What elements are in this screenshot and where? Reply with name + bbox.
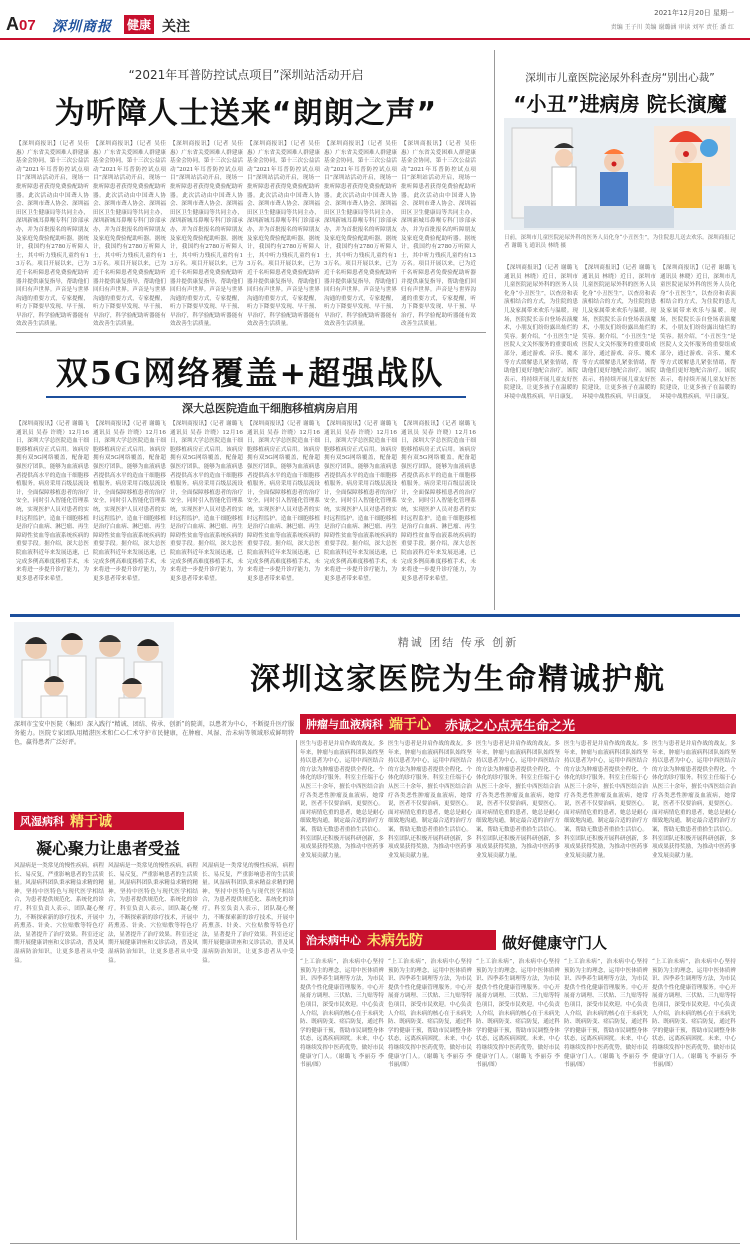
story1-kicker: “2021年耳普防控试点项目”深圳站活动开启 xyxy=(128,68,364,82)
story2-col: 【深圳商报讯】（记者 谢璐飞 通讯员 林晓）近日，深圳市儿童医院泌尿外科的医务人员化身“小丑医生”，以查房和表演相结合的方式，为住院的患儿及家属带来欢乐与温暖。现场，医院院长亲自登场表演魔术，小朋友们纷纷露出灿烂的笑容。据介绍，“小丑医生”是医院人文关怀服务的重要组成部分，通过游戏、音乐、魔术等方式缓解患儿紧张情绪，帮助他们更好地配合治疗。该院表示，将持续开展儿童友好医院建设，让更多孩子在温暖的环境中战胜疾病，早日康复。 xyxy=(582,265,656,400)
section-band-oncology xyxy=(300,714,736,734)
section-headline: 赤诚之心点亮生命之光 xyxy=(445,718,576,734)
feature-slogan: 精诚 团结 传承 创新 xyxy=(397,636,519,649)
doctors-illustration xyxy=(14,622,174,718)
page-number: A07 xyxy=(6,14,36,34)
oncology-col: 医生与患者是并肩作战的战友。多年来，肿瘤与血液病科团队始终坚持以患者为中心，运用中西医结合的方法为肿瘤患者提供全程化、个体化的诊疗服务。科室主任端于心从医三十余年，擅长中西医结合治疗各类恶性肿瘤及血液病，她常说，医者不仅要治病，更要医心。面对病情危重的患者，她总是耐心细致地沟通，制定最合适的治疗方案，帮助无数患者重拾生活信心。科室团队还积极开展科研创新，多项成果获得奖励，为推动中医药事业发展贡献力量。 xyxy=(300,741,384,859)
story3-col: 【深圳商报讯】（记者 谢璐飞 通讯员 吴春 许晓）12月16日，深圳大学总医院造血干细胞移植病房正式启用。该病房拥有双5G网络覆盖，配备超强医疗团队，能够为血液病患者提供高水平的造血干细胞移植服务。病房采用百级层流设计，全面保障移植患者的治疗安全，同时引入智能化管理系统，实现医护人员对患者的实时远程监护。造血干细胞移植是治疗白血病、淋巴瘤、再生障碍性贫血等血液系统疾病的重要手段。据介绍，深大总医院血液科近年来发展迅速，已完成多例高难度移植手术，未来将进一步提升诊疗能力，为更多患者带来希望。 xyxy=(401,421,476,582)
editors-line: 责编 王子川 美编 谢璐涵 审读 刘军 责任 潘 红 xyxy=(610,24,734,31)
story3-col: 【深圳商报讯】（记者 谢璐飞 通讯员 吴春 许晓）12月16日，深圳大学总医院造血干细胞移植病房正式启用。该病房拥有双5G网络覆盖，配备超强医疗团队，能够为血液病患者提供高水平的造血干细胞移植服务。病房采用百级层流设计，全面保障移植患者的治疗安全，同时引入智能化管理系统，实现医护人员对患者的实时远程监护。造血干细胞移植是治疗白血病、淋巴瘤、再生障碍性贫血等血液系统疾病的重要手段。据介绍，深大总医院血液科近年来发展迅速，已完成多例高难度移植手术，未来将进一步提升诊疗能力，为更多患者带来希望。 xyxy=(16,421,89,582)
subtitle-rule xyxy=(46,396,466,398)
feature-intro: 深圳市宝安中医院（集团）深入践行“精诚、团结、传承、创新”的院训，以患者为中心，不断提升医疗服务能力。医院专家团队用精湛医术和仁心仁术守护市民健康，在肿瘤、风湿、治未病等领域形成鲜明特色，赢得患者广泛好评。 xyxy=(14,721,294,746)
rheumatology-col: 风湿病是一类常见的慢性疾病，病程长、易反复，严重影响患者的生活质量。风湿病科团队秉承精益求精的精神，坚持中医特色与现代医学相结合，为患者提供规范化、系统化的诊疗。科室负责人表示，团队凝心聚力，不断探索新的诊疗技术，开展中药熏蒸、针灸、穴位贴敷等特色疗法，显著提升了治疗效果。科室还定期开展健康讲座和义诊活动，普及风湿病防治知识，让更多患者从中受益。 xyxy=(108,863,198,964)
masthead xyxy=(0,0,750,40)
oncology-col: 医生与患者是并肩作战的战友。多年来，肿瘤与血液病科团队始终坚持以患者为中心，运用中西医结合的方法为肿瘤患者提供全程化、个体化的诊疗服务。科室主任端于心从医三十余年，擅长中西医结合治疗各类恶性肿瘤及血液病，她常说，医者不仅要治病，更要医心。面对病情危重的患者，她总是耐心细致地沟通，制定最合适的治疗方案，帮助无数患者重拾生活信心。科室团队还积极开展科研创新，多项成果获得奖励，为推动中医药事业发展贡献力量。 xyxy=(564,741,648,859)
preventive-col: “上工治未病”，治未病中心坚持预防为主的理念，运用中医体质辨识、四季养生调理等方法，为市民提供个性化健康管理服务。中心开展膏方调理、三伏贴、三九贴等特色项目，深受市民欢迎。中心负责人介绍，治未病的核心在于未病先防、既病防变、瘥后防复，通过科学的健康干预，帮助市民调整身体状态，远离疾病困扰。未来，中心将继续发挥中医药优势，做好市民健康守门人。（谢璐飞 李丽芬 李书丽/图） xyxy=(564,959,648,1069)
rheumatology-col: 风湿病是一类常见的慢性疾病，病程长、易反复，严重影响患者的生活质量。风湿病科团队秉承精益求精的精神，坚持中医特色与现代医学相结合，为患者提供规范化、系统化的诊疗。科室负责人表示，团队凝心聚力，不断探索新的诊疗技术，开展中药熏蒸、针灸、穴位贴敷等特色疗法，显著提升了治疗效果。科室还定期开展健康讲座和义诊活动，普及风湿病防治知识，让更多患者从中受益。 xyxy=(202,863,294,964)
dept-name: 未病先防 xyxy=(367,933,423,949)
story3-col: 【深圳商报讯】（记者 谢璐飞 通讯员 吴春 许晓）12月16日，深圳大学总医院造血干细胞移植病房正式启用。该病房拥有双5G网络覆盖，配备超强医疗团队，能够为血液病患者提供高水平的造血干细胞移植服务。病房采用百级层流设计，全面保障移植患者的治疗安全，同时引入智能化管理系统，实现医护人员对患者的实时远程监护。造血干细胞移植是治疗白血病、淋巴瘤、再生障碍性贫血等血液系统疾病的重要手段。据介绍，深大总医院血液科近年来发展迅速，已完成多例高难度移植手术，未来将进一步提升诊疗能力，为更多患者带来希望。 xyxy=(247,421,320,582)
dept-name: 端于心 xyxy=(389,717,431,733)
section-headline: 做好健康守门人 xyxy=(502,934,608,952)
dept-label: 风湿病科 xyxy=(20,815,64,828)
section-title: 关注 xyxy=(162,19,190,35)
photo-caption: 日前，深圳市儿童医院泌尿外科的医务人员化身“小丑医生”，为住院患儿送去欢乐。深圳商报记者 谢璐飞 通讯员 林晓 摄 xyxy=(504,235,736,249)
dept-name: 精于诚 xyxy=(70,814,112,830)
feature-divider xyxy=(296,740,297,1240)
story1-title: 为听障人士送来“朗朗之声” xyxy=(54,96,438,131)
story1-col: 【深圳商报讯】（记者 吴佳 惠）广东省关爱困难人群建康基金会协同，第十三次公益活动“2021年耳普防控试点项目”深圳站活动开启，现场一批听障患者获得免费验配助听器。此次活动由中国聋人协会、深圳市聋人协会、深圳福田区卫生健康局等共同主办，深圳新城耳鼻喉专科门诊部承办，并为首批报名的听障朋友及家庭免费验配助听器。据统计，我国约有2780万听障人士，其中听力残疾儿童约有13万名。项目开展以来，已为近千名听障患者免费验配助听器并提供康复指导，帮助他们回归有声世界。声音是与世界沟通的重要方式，专家提醒，听力下降要早发现、早干预、早治疗，科学验配助听器能有效改善生活质量。 xyxy=(324,141,397,328)
oncology-col: 医生与患者是并肩作战的战友。多年来，肿瘤与血液病科团队始终坚持以患者为中心，运用中西医结合的方法为肿瘤患者提供全程化、个体化的诊疗服务。科室主任端于心从医三十余年，擅长中西医结合治疗各类恶性肿瘤及血液病，她常说，医者不仅要治病，更要医心。面对病情危重的患者，她总是耐心细致地沟通，制定最合适的治疗方案，帮助无数患者重拾生活信心。科室团队还积极开展科研创新，多项成果获得奖励，为推动中医药事业发展贡献力量。 xyxy=(476,741,560,859)
section-band-rheumatology xyxy=(14,812,184,830)
oncology-col: 医生与患者是并肩作战的战友。多年来，肿瘤与血液病科团队始终坚持以患者为中心，运用中西医结合的方法为肿瘤患者提供全程化、个体化的诊疗服务。科室主任端于心从医三十余年，擅长中西医结合治疗各类恶性肿瘤及血液病，她常说，医者不仅要治病，更要医心。面对病情危重的患者，她总是耐心细致地沟通，制定最合适的治疗方案，帮助无数患者重拾生活信心。科室团队还积极开展科研创新，多项成果获得奖励，为推动中医药事业发展贡献力量。 xyxy=(652,741,736,859)
story-divider xyxy=(16,332,486,333)
story2-kicker: 深圳市儿童医院泌尿外科查房“别出心裁” xyxy=(525,72,715,84)
page-bottom-rule xyxy=(10,1243,740,1244)
story1-col: 【深圳商报讯】（记者 吴佳 惠）广东省关爱困难人群建康基金会协同，第十三次公益活动“2021年耳普防控试点项目”深圳站活动开启，现场一批听障患者获得免费验配助听器。此次活动由中国聋人协会、深圳市聋人协会、深圳福田区卫生健康局等共同主办，深圳新城耳鼻喉专科门诊部承办，并为首批报名的听障朋友及家庭免费验配助听器。据统计，我国约有2780万听障人士，其中听力残疾儿童约有13万名。项目开展以来，已为近千名听障患者免费验配助听器并提供康复指导，帮助他们回归有声世界。声音是与世界沟通的重要方式，专家提醒，听力下降要早发现、早干预、早治疗，科学验配助听器能有效改善生活质量。 xyxy=(401,141,476,328)
preventive-col: “上工治未病”，治未病中心坚持预防为主的理念，运用中医体质辨识、四季养生调理等方法，为市民提供个性化健康管理服务。中心开展膏方调理、三伏贴、三九贴等特色项目，深受市民欢迎。中心负责人介绍，治未病的核心在于未病先防、既病防变、瘥后防复，通过科学的健康干预，帮助市民调整身体状态，远离疾病困扰。未来，中心将继续发挥中医药优势，做好市民健康守门人。（谢璐飞 李丽芬 李书丽/图） xyxy=(300,959,384,1069)
story1-col: 【深圳商报讯】（记者 吴佳 惠）广东省关爱困难人群建康基金会协同，第十三次公益活动“2021年耳普防控试点项目”深圳站活动开启，现场一批听障患者获得免费验配助听器。此次活动由中国聋人协会、深圳市聋人协会、深圳福田区卫生健康局等共同主办，深圳新城耳鼻喉专科门诊部承办，并为首批报名的听障朋友及家庭免费验配助听器。据统计，我国约有2780万听障人士，其中听力残疾儿童约有13万名。项目开展以来，已为近千名听障患者免费验配助听器并提供康复指导，帮助他们回归有声世界。声音是与世界沟通的重要方式，专家提醒，听力下降要早发现、早干预、早治疗，科学验配助听器能有效改善生活质量。 xyxy=(247,141,320,328)
story1-col: 【深圳商报讯】（记者 吴佳 惠）广东省关爱困难人群建康基金会协同，第十三次公益活动“2021年耳普防控试点项目”深圳站活动开启，现场一批听障患者获得免费验配助听器。此次活动由中国聋人协会、深圳市聋人协会、深圳福田区卫生健康局等共同主办，深圳新城耳鼻喉专科门诊部承办，并为首批报名的听障朋友及家庭免费验配助听器。据统计，我国约有2780万听障人士，其中听力残疾儿童约有13万名。项目开展以来，已为近千名听障患者免费验配助听器并提供康复指导，帮助他们回归有声世界。声音是与世界沟通的重要方式，专家提醒，听力下降要早发现、早干预、早治疗，科学验配助听器能有效改善生活质量。 xyxy=(170,141,243,328)
story3-col: 【深圳商报讯】（记者 谢璐飞 通讯员 吴春 许晓）12月16日，深圳大学总医院造血干细胞移植病房正式启用。该病房拥有双5G网络覆盖，配备超强医疗团队，能够为血液病患者提供高水平的造血干细胞移植服务。病房采用百级层流设计，全面保障移植患者的治疗安全，同时引入智能化管理系统，实现医护人员对患者的实时远程监护。造血干细胞移植是治疗白血病、淋巴瘤、再生障碍性贫血等血液系统疾病的重要手段。据介绍，深大总医院血液科近年来发展迅速，已完成多例高难度移植手术，未来将进一步提升诊疗能力，为更多患者带来希望。 xyxy=(93,421,166,582)
dept-label: 肿瘤与血液病科 xyxy=(306,718,383,731)
oncology-col: 医生与患者是并肩作战的战友。多年来，肿瘤与血液病科团队始终坚持以患者为中心，运用中西医结合的方法为肿瘤患者提供全程化、个体化的诊疗服务。科室主任端于心从医三十余年，擅长中西医结合治疗各类恶性肿瘤及血液病，她常说，医者不仅要治病，更要医心。面对病情危重的患者，她总是耐心细致地沟通，制定最合适的治疗方案，帮助无数患者重拾生活信心。科室团队还积极开展科研创新，多项成果获得奖励，为推动中医药事业发展贡献力量。 xyxy=(388,741,472,859)
preventive-col: “上工治未病”，治未病中心坚持预防为主的理念，运用中医体质辨识、四季养生调理等方法，为市民提供个性化健康管理服务。中心开展膏方调理、三伏贴、三九贴等特色项目，深受市民欢迎。中心负责人介绍，治未病的核心在于未病先防、既病防变、瘥后防复，通过科学的健康干预，帮助市民调整身体状态，远离疾病困扰。未来，中心将继续发挥中医药优势，做好市民健康守门人。（谢璐飞 李丽芬 李书丽/图） xyxy=(652,959,736,1069)
section-band-preventive xyxy=(300,930,496,950)
story1-col: 【深圳商报讯】（记者 吴佳 惠）广东省关爱困难人群建康基金会协同，第十三次公益活动“2021年耳普防控试点项目”深圳站活动开启，现场一批听障患者获得免费验配助听器。此次活动由中国聋人协会、深圳市聋人协会、深圳福田区卫生健康局等共同主办，深圳新城耳鼻喉专科门诊部承办，并为首批报名的听障朋友及家庭免费验配助听器。据统计，我国约有2780万听障人士，其中听力残疾儿童约有13万名。项目开展以来，已为近千名听障患者免费验配助听器并提供康复指导，帮助他们回归有声世界。声音是与世界沟通的重要方式，专家提醒，听力下降要早发现、早干预、早治疗，科学验配助听器能有效改善生活质量。 xyxy=(16,141,89,328)
story1-col: 【深圳商报讯】（记者 吴佳 惠）广东省关爱困难人群建康基金会协同，第十三次公益活动“2021年耳普防控试点项目”深圳站活动开启，现场一批听障患者获得免费验配助听器。此次活动由中国聋人协会、深圳市聋人协会、深圳福田区卫生健康局等共同主办，深圳新城耳鼻喉专科门诊部承办，并为首批报名的听障朋友及家庭免费验配助听器。据统计，我国约有2780万听障人士，其中听力残疾儿童约有13万名。项目开展以来，已为近千名听障患者免费验配助听器并提供康复指导，帮助他们回归有声世界。声音是与世界沟通的重要方式，专家提醒，听力下降要早发现、早干预、早治疗，科学验配助听器能有效改善生活质量。 xyxy=(93,141,166,328)
story2-col: 【深圳商报讯】（记者 谢璐飞 通讯员 林晓）近日，深圳市儿童医院泌尿外科的医务人员化身“小丑医生”，以查房和表演相结合的方式，为住院的患儿及家属带来欢乐与温暖。现场，医院院长亲自登场表演魔术，小朋友们纷纷露出灿烂的笑容。据介绍，“小丑医生”是医院人文关怀服务的重要组成部分，通过游戏、音乐、魔术等方式缓解患儿紧张情绪，帮助他们更好地配合治疗。该院表示，将持续开展儿童友好医院建设，让更多孩子在温暖的环境中战胜疾病，早日康复。 xyxy=(660,265,736,400)
story3-col: 【深圳商报讯】（记者 谢璐飞 通讯员 吴春 许晓）12月16日，深圳大学总医院造血干细胞移植病房正式启用。该病房拥有双5G网络覆盖，配备超强医疗团队，能够为血液病患者提供高水平的造血干细胞移植服务。病房采用百级层流设计，全面保障移植患者的治疗安全，同时引入智能化管理系统，实现医护人员对患者的实时远程监护。造血干细胞移植是治疗白血病、淋巴瘤、再生障碍性贫血等血液系统疾病的重要手段。据介绍，深大总医院血液科近年来发展迅速，已完成多例高难度移植手术，未来将进一步提升诊疗能力，为更多患者带来希望。 xyxy=(324,421,397,582)
preventive-col: “上工治未病”，治未病中心坚持预防为主的理念，运用中医体质辨识、四季养生调理等方法，为市民提供个性化健康管理服务。中心开展膏方调理、三伏贴、三九贴等特色项目，深受市民欢迎。中心负责人介绍，治未病的核心在于未病先防、既病防变、瘥后防复，通过科学的健康干预，帮助市民调整身体状态，远离疾病困扰。未来，中心将继续发挥中医药优势，做好市民健康守门人。（谢璐飞 李丽芬 李书丽/图） xyxy=(476,959,560,1069)
story2-col: 【深圳商报讯】（记者 谢璐飞 通讯员 林晓）近日，深圳市儿童医院泌尿外科的医务人员化身“小丑医生”，以查房和表演相结合的方式，为住院的患儿及家属带来欢乐与温暖。现场，医院院长亲自登场表演魔术，小朋友们纷纷露出灿烂的笑容。据介绍，“小丑医生”是医院人文关怀服务的重要组成部分，通过游戏、音乐、魔术等方式缓解患儿紧张情绪，帮助他们更好地配合治疗。该院表示，将持续开展儿童友好医院建设，让更多孩子在温暖的环境中战胜疾病，早日康复。 xyxy=(504,265,578,400)
dept-label: 治未病中心 xyxy=(306,934,361,947)
brand-tag: 健康 xyxy=(124,15,154,34)
feature-top-rule xyxy=(10,614,740,617)
section-headline: 凝心聚力让患者受益 xyxy=(36,839,181,858)
preventive-col: “上工治未病”，治未病中心坚持预防为主的理念，运用中医体质辨识、四季养生调理等方法，为市民提供个性化健康管理服务。中心开展膏方调理、三伏贴、三九贴等特色项目，深受市民欢迎。中心负责人介绍，治未病的核心在于未病先防、既病防变、瘥后防复，通过科学的健康干预，帮助市民调整身体状态，远离疾病困扰。未来，中心将继续发挥中医药优势，做好市民健康守门人。（谢璐飞 李丽芬 李书丽/图） xyxy=(388,959,472,1069)
feature-title: 深圳这家医院为生命精诚护航 xyxy=(250,662,666,697)
doctors-photo xyxy=(14,622,174,718)
story3-title: 双5G网络覆盖+超强战队 xyxy=(55,354,445,392)
rheumatology-col: 风湿病是一类常见的慢性疾病，病程长、易反复，严重影响患者的生活质量。风湿病科团队秉承精益求精的精神，坚持中医特色与现代医学相结合，为患者提供规范化、系统化的诊疗。科室负责人表示，团队凝心聚力，不断探索新的诊疗技术，开展中药熏蒸、针灸、穴位贴敷等特色疗法，显著提升了治疗效果。科室还定期开展健康讲座和义诊活动，普及风湿病防治知识，让更多患者从中受益。 xyxy=(14,863,104,964)
story3-col: 【深圳商报讯】（记者 谢璐飞 通讯员 吴春 许晓）12月16日，深圳大学总医院造血干细胞移植病房正式启用。该病房拥有双5G网络覆盖，配备超强医疗团队，能够为血液病患者提供高水平的造血干细胞移植服务。病房采用百级层流设计，全面保障移植患者的治疗安全，同时引入智能化管理系统，实现医护人员对患者的实时远程监护。造血干细胞移植是治疗白血病、淋巴瘤、再生障碍性贫血等血液系统疾病的重要手段。据介绍，深大总医院血液科近年来发展迅速，已完成多例高难度移植手术，未来将进一步提升诊疗能力，为更多患者带来希望。 xyxy=(170,421,243,582)
newspaper-brand: 深圳商报 xyxy=(52,19,112,35)
clown-photo-illustration xyxy=(504,118,736,230)
dateline: 2021年12月20日 星期一 xyxy=(654,9,734,17)
column-divider xyxy=(494,50,495,610)
story2-title: “小丑”进病房 院长演魔 xyxy=(513,92,727,116)
story3-subtitle: 深大总医院造血干细胞移植病房启用 xyxy=(110,400,430,416)
clown-photo xyxy=(504,118,736,230)
